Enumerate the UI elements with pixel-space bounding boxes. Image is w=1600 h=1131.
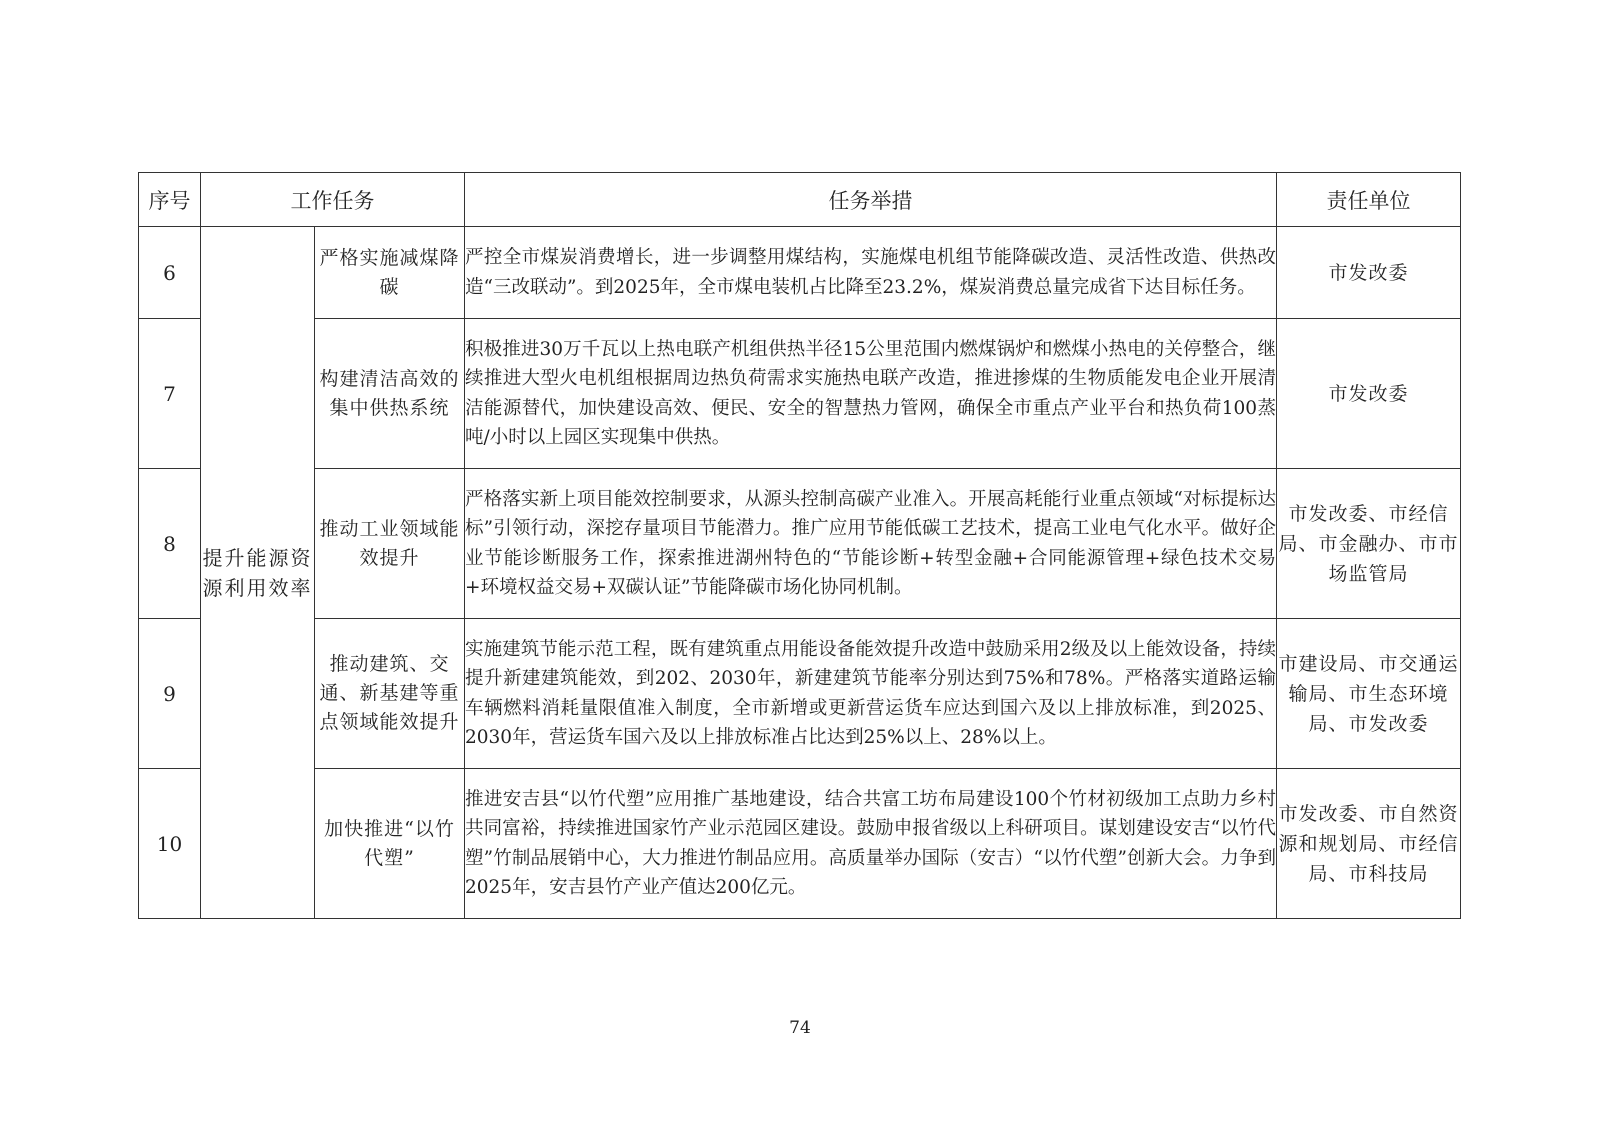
row-responsible: 市发改委 bbox=[1277, 227, 1461, 319]
row-seq: 8 bbox=[139, 469, 201, 619]
row-responsible: 市发改委、市自然资源和规划局、市经信局、市科技局 bbox=[1277, 769, 1461, 919]
row-seq: 10 bbox=[139, 769, 201, 919]
row-measures: 积极推进30万千瓦以上热电联产机组供热半径15公里范围内燃煤锅炉和燃煤小热电的关停整合，继续推进大型火电机组根据周边热负荷需求实施热电联产改造，推进掺煤的生物质能发电企业开展清洁能源替代，加快建设高效、便民、安全的智慧热力管网，确保全市重点产业平台和热负荷100蒸吨/小时以上园区实现集中供热。 bbox=[465, 319, 1277, 469]
header-responsible: 责任单位 bbox=[1277, 173, 1461, 227]
table-row bbox=[139, 619, 1461, 769]
header-task: 工作任务 bbox=[201, 173, 465, 227]
row-subtask: 构建清洁高效的集中供热系统 bbox=[315, 319, 465, 469]
table-row bbox=[139, 227, 1461, 319]
task-table bbox=[138, 172, 1461, 919]
table-row bbox=[139, 769, 1461, 919]
row-subtask: 加快推进“以竹代塑” bbox=[315, 769, 465, 919]
page-number: 74 bbox=[789, 1018, 811, 1038]
table-header-row bbox=[139, 173, 1461, 227]
row-measures: 严格落实新上项目能效控制要求，从源头控制高碳产业准入。开展高耗能行业重点领域“对标提标达标”引领行动，深挖存量项目节能潜力。推广应用节能低碳工艺技术，提高工业电气化水平。做好企业节能诊断服务工作，探索推进湖州特色的“节能诊断+转型金融+合同能源管理+绿色技术交易+环境权益交易+双碳认证”节能降碳市场化协同机制。 bbox=[465, 469, 1277, 619]
table-row bbox=[139, 469, 1461, 619]
header-measures: 任务举措 bbox=[465, 173, 1277, 227]
row-seq: 9 bbox=[139, 619, 201, 769]
header-seq: 序号 bbox=[139, 173, 201, 227]
row-measures: 严控全市煤炭消费增长，进一步调整用煤结构，实施煤电机组节能降碳改造、灵活性改造、供热改造“三改联动”。到2025年，全市煤电装机占比降至23.2%，煤炭消费总量完成省下达目标任务。 bbox=[465, 227, 1277, 319]
row-responsible: 市建设局、市交通运输局、市生态环境局、市发改委 bbox=[1277, 619, 1461, 769]
table-row bbox=[139, 319, 1461, 469]
row-seq: 7 bbox=[139, 319, 201, 469]
row-seq: 6 bbox=[139, 227, 201, 319]
row-subtask: 推动建筑、交通、新基建等重点领域能效提升 bbox=[315, 619, 465, 769]
row-subtask: 推动工业领域能效提升 bbox=[315, 469, 465, 619]
row-measures: 实施建筑节能示范工程，既有建筑重点用能设备能效提升改造中鼓励采用2级及以上能效设备，持续提升新建建筑能效，到202、2030年，新建建筑节能率分别达到75%和78%。严格落实道路运输车辆燃料消耗量限值准入制度，全市新增或更新营运货车应达到国六及以上排放标准，到2025、2030年，营运货车国六及以上排放标准占比达到25%以上、28%以上。 bbox=[465, 619, 1277, 769]
task-category: 提升能源资源利用效率 bbox=[201, 227, 315, 919]
row-subtask: 严格实施减煤降碳 bbox=[315, 227, 465, 319]
row-responsible: 市发改委 bbox=[1277, 319, 1461, 469]
row-responsible: 市发改委、市经信局、市金融办、市市场监管局 bbox=[1277, 469, 1461, 619]
row-measures: 推进安吉县“以竹代塑”应用推广基地建设，结合共富工坊布局建设100个竹材初级加工点助力乡村共同富裕，持续推进国家竹产业示范园区建设。鼓励申报省级以上科研项目。谋划建设安吉“以竹代塑”竹制品展销中心，大力推进竹制品应用。高质量举办国际（安吉）“以竹代塑”创新大会。力争到2025年，安吉县竹产业产值达200亿元。 bbox=[465, 769, 1277, 919]
